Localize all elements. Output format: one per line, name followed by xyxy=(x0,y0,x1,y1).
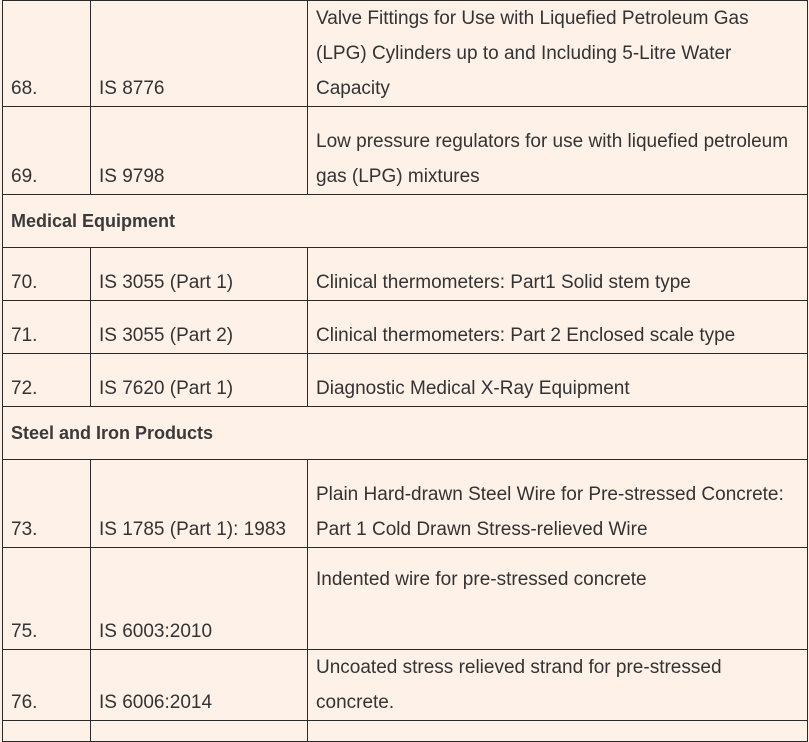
standard-description: Plain Hard-drawn Steel Wire for Pre-stressed Concrete: Part 1 Cold Drawn Stress-relieved Wire xyxy=(308,460,808,548)
row-number: 75. xyxy=(3,548,91,650)
standard-code: IS 6003:2010 xyxy=(91,548,308,650)
row-number xyxy=(3,721,91,742)
standard-description: Diagnostic Medical X-Ray Equipment xyxy=(308,354,808,407)
table-row xyxy=(3,354,808,407)
row-number: 76. xyxy=(3,650,91,721)
category-row xyxy=(3,195,808,248)
standard-description: Valve Fittings for Use with Liquefied Petroleum Gas (LPG) Cylinders up to and Including 5-Litre Water Capacity xyxy=(308,1,808,107)
standard-description xyxy=(308,721,808,742)
standard-code xyxy=(91,721,308,742)
standard-description: Low pressure regulators for use with liquefied petroleum gas (LPG) mixtures xyxy=(308,107,808,195)
row-number: 70. xyxy=(3,248,91,301)
row-number: 72. xyxy=(3,354,91,407)
table-row xyxy=(3,301,808,354)
table-row xyxy=(3,721,808,742)
row-number: 73. xyxy=(3,460,91,548)
row-number: 69. xyxy=(3,107,91,195)
standard-code: IS 7620 (Part 1) xyxy=(91,354,308,407)
standard-code: IS 1785 (Part 1): 1983 xyxy=(91,460,308,548)
table-row xyxy=(3,460,808,548)
table-row xyxy=(3,1,808,107)
table-row xyxy=(3,248,808,301)
category-row xyxy=(3,407,808,460)
row-number: 68. xyxy=(3,1,91,107)
standard-code: IS 3055 (Part 1) xyxy=(91,248,308,301)
standard-description: Indented wire for pre-stressed concrete xyxy=(308,548,808,650)
standard-code: IS 8776 xyxy=(91,1,308,107)
standards-table xyxy=(2,0,808,742)
standard-code: IS 9798 xyxy=(91,107,308,195)
standard-code: IS 6006:2014 xyxy=(91,650,308,721)
standard-description: Uncoated stress relieved strand for pre-stressed concrete. xyxy=(308,650,808,721)
row-number: 71. xyxy=(3,301,91,354)
standard-description: Clinical thermometers: Part 2 Enclosed scale type xyxy=(308,301,808,354)
table-row xyxy=(3,548,808,650)
table-row xyxy=(3,107,808,195)
category-heading: Steel and Iron Products xyxy=(3,407,808,460)
standard-description: Clinical thermometers: Part1 Solid stem type xyxy=(308,248,808,301)
category-heading: Medical Equipment xyxy=(3,195,808,248)
standard-code: IS 3055 (Part 2) xyxy=(91,301,308,354)
table-row xyxy=(3,650,808,721)
